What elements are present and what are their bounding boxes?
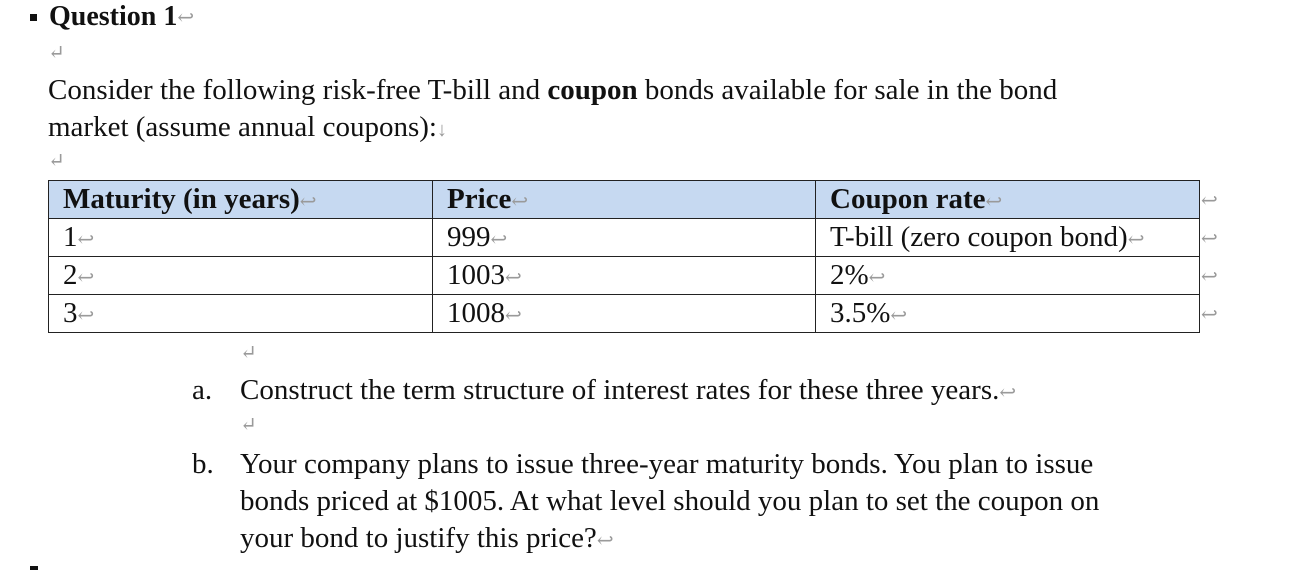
- paragraph-mark-icon: ↵: [48, 42, 65, 64]
- intro-text: market (assume annual coupons):: [48, 111, 437, 143]
- question-a-text: Construct the term structure of interest rates for these three years.↩: [240, 374, 1017, 406]
- row-end-mark-icon: ↩: [1201, 266, 1218, 288]
- paragraph-mark-icon: ↵: [48, 150, 65, 172]
- header-price: Price↩: [433, 181, 816, 219]
- question-b-line: bonds priced at $1005. At what level should you plan to set the coupon on: [240, 485, 1100, 517]
- row-end-mark-icon: ↩: [1201, 228, 1218, 250]
- table-row: [49, 295, 1200, 333]
- table-header-row: [49, 181, 1200, 219]
- cell-coupon: 2%↩: [816, 257, 1200, 295]
- question-title: Question 1: [49, 1, 178, 32]
- paragraph-mark-icon: ↵: [240, 414, 257, 436]
- intro-line-1: [48, 72, 1057, 109]
- intro-line-2: [48, 109, 447, 149]
- cell-price: 999↩: [433, 219, 816, 257]
- header-coupon-rate: Coupon rate↩: [816, 181, 1200, 219]
- question-b-label: b.: [192, 448, 214, 480]
- cell-maturity: 2↩: [49, 257, 433, 295]
- row-end-mark-icon: ↩: [1201, 190, 1218, 212]
- question-b: [192, 446, 1200, 560]
- intro-bold-word: coupon: [547, 74, 638, 106]
- question-b-line: Your company plans to issue three-year maturity bonds. You plan to issue: [240, 448, 1094, 480]
- bullet-icon: [30, 566, 38, 570]
- header-maturity: Maturity (in years)↩: [49, 181, 433, 219]
- cell-maturity: 3↩: [49, 295, 433, 333]
- intro-text: bonds available for sale in the bond: [637, 74, 1058, 106]
- question-b-text: [240, 446, 1200, 560]
- question-b-line: your bond to justify this price?↩: [240, 522, 614, 554]
- cell-coupon: 3.5%↩: [816, 295, 1200, 333]
- intro-text: Consider the following risk-free T-bill and: [48, 74, 548, 106]
- paragraph-mark-icon: ↩: [177, 6, 195, 29]
- cell-maturity: 1↩: [49, 219, 433, 257]
- question-a-label: a.: [192, 374, 213, 406]
- line-break-icon: ↓: [436, 119, 447, 141]
- bond-table: [48, 180, 1200, 333]
- paragraph-mark-icon: ↵: [240, 342, 257, 364]
- row-end-mark-icon: ↩: [1201, 304, 1218, 326]
- question-heading: [30, 0, 194, 34]
- cell-coupon: T-bill (zero coupon bond)↩: [816, 219, 1200, 257]
- cell-price: 1003↩: [433, 257, 816, 295]
- bullet-icon: [30, 14, 37, 21]
- question-a: [192, 372, 1200, 412]
- table-row: [49, 219, 1200, 257]
- table-row: [49, 257, 1200, 295]
- cell-price: 1008↩: [433, 295, 816, 333]
